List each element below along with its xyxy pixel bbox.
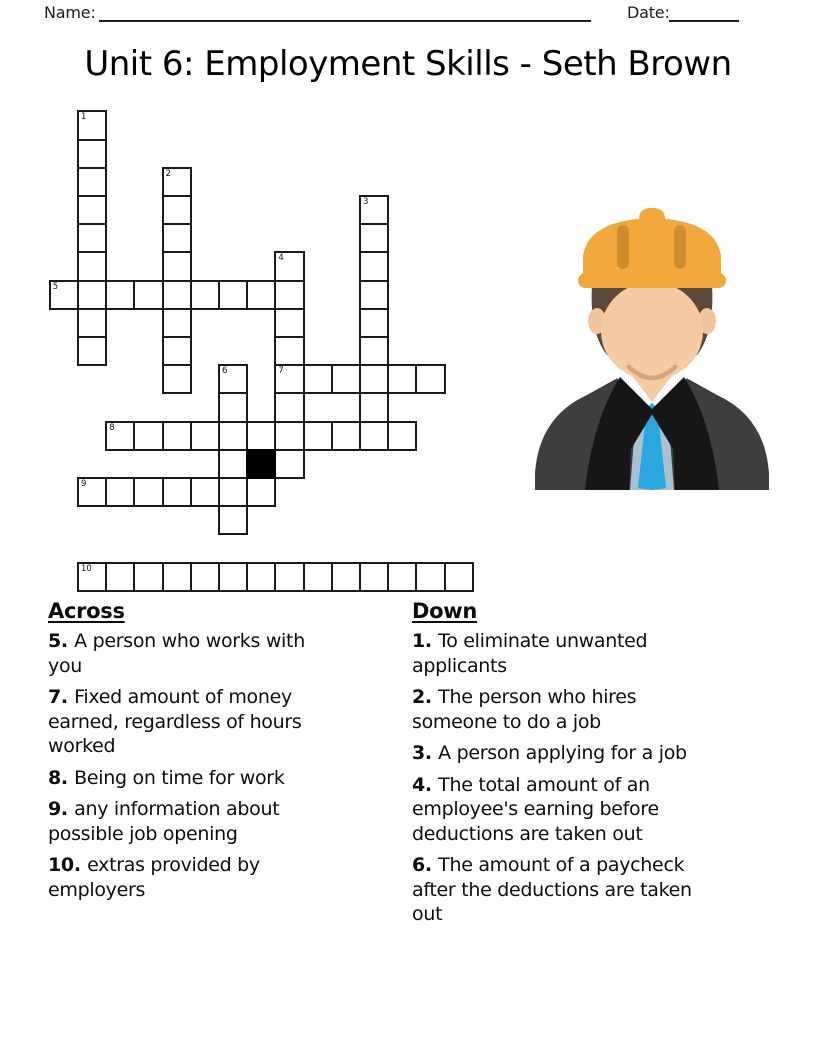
crossword-cell <box>331 562 361 592</box>
crossword-cell <box>274 280 304 310</box>
date-fill-in-line <box>669 3 739 22</box>
cell-number: 3 <box>363 197 369 207</box>
cell-number: 7 <box>278 366 284 377</box>
cell-number: 6 <box>222 366 228 377</box>
page-title: Unit 6: Employment Skills - Seth Brown <box>84 44 732 84</box>
crossword-cell <box>274 364 304 394</box>
cell-number: 9 <box>81 479 87 489</box>
crossword-cell <box>331 364 361 394</box>
crossword-cell <box>49 280 79 310</box>
crossword-cell <box>133 280 163 310</box>
crossword-cell <box>77 562 107 592</box>
crossword-cell <box>246 421 276 451</box>
cell-number: 8 <box>109 422 115 433</box>
crossword-cell <box>359 392 389 422</box>
crossword-cell <box>77 110 107 140</box>
crossword-cell <box>303 421 333 451</box>
crossword-cell <box>218 562 248 592</box>
clue-across-10: 10. extras provided by employers <box>48 854 260 901</box>
crossword-cell <box>162 223 192 253</box>
down-clues-list <box>412 629 712 927</box>
crossword-cell <box>162 421 192 451</box>
crossword-cell <box>77 477 107 507</box>
clue-number: 6. <box>412 854 439 876</box>
crossword-cell <box>190 562 220 592</box>
crossword-cell <box>218 364 248 394</box>
hard-hat-ridge-right <box>674 225 686 269</box>
cell-number: 5 <box>52 281 59 292</box>
crossword-cell <box>444 562 474 592</box>
crossword-cell <box>274 449 304 479</box>
crossword-cell <box>274 421 304 451</box>
crossword-cell <box>387 364 417 394</box>
crossword-cell <box>162 251 192 281</box>
crossword-cell <box>415 364 445 394</box>
crossword-cell <box>331 421 361 451</box>
crossword-cell <box>77 195 107 225</box>
crossword-cell <box>359 336 389 366</box>
crossword-cell <box>218 505 248 535</box>
across-clues-section <box>48 598 336 909</box>
crossword-cell <box>218 392 248 422</box>
crossword-cell <box>274 308 304 338</box>
crossword-cell <box>387 562 417 592</box>
down-header: Down <box>412 599 478 623</box>
crossword-cell <box>274 251 304 281</box>
name-fill-in-line <box>99 3 591 22</box>
clue-down-4: 4. The total amount of an employee's earning before deductions are taken out <box>412 773 659 845</box>
clue-across-7: 7. Fixed amount of money earned, regardless of hours worked <box>48 686 302 757</box>
crossword-cell <box>246 562 276 592</box>
hard-hat-brim <box>578 273 726 288</box>
crossword-cell <box>162 280 192 310</box>
crossword-black-cell <box>246 449 276 479</box>
clue-across-5: 5. A person who works with you <box>48 630 305 677</box>
clue-down-2: 2. The person who hires someone to do a job <box>412 686 637 733</box>
crossword-cell <box>77 251 107 281</box>
crossword-cell <box>218 477 248 507</box>
crossword-cell <box>359 562 389 592</box>
crossword-cell <box>133 421 163 451</box>
hard-hat-dome <box>583 218 721 277</box>
crossword-cell <box>303 562 333 592</box>
crossword-cell <box>162 562 192 592</box>
construction-worker-illustration <box>533 205 769 490</box>
clue-number: 9. <box>48 798 75 820</box>
clue-across-9: 9. any information about possible job opening <box>48 798 280 845</box>
crossword-cell <box>77 308 107 338</box>
crossword-cell <box>359 251 389 281</box>
crossword-cell <box>359 195 389 225</box>
crossword-cell <box>77 336 107 366</box>
across-header: Across <box>48 599 125 623</box>
crossword-cell <box>218 421 248 451</box>
across-clues-list <box>48 629 336 902</box>
crossword-cell <box>274 392 304 422</box>
crossword-cell <box>359 280 389 310</box>
crossword-cell <box>105 562 135 592</box>
crossword-cell <box>359 308 389 338</box>
crossword-cell <box>162 195 192 225</box>
crossword-cell <box>105 421 135 451</box>
crossword-cell <box>190 421 220 451</box>
clue-down-1: 1. To eliminate unwanted applicants <box>412 630 648 677</box>
crossword-cell <box>415 562 445 592</box>
clue-number: 8. <box>48 766 75 789</box>
down-clues-section <box>412 598 712 934</box>
clue-number: 5. <box>48 630 75 652</box>
date-label: Date: <box>627 3 670 22</box>
crossword-cell <box>359 421 389 451</box>
clue-down-3: 3. A person applying for a job <box>412 742 687 764</box>
name-label: Name: <box>44 3 96 22</box>
clue-number: 4. <box>412 773 439 796</box>
crossword-cell <box>133 477 163 507</box>
crossword-cell <box>303 364 333 394</box>
cell-number: 2 <box>165 168 172 179</box>
face <box>601 282 703 380</box>
clue-number: 10. <box>48 854 88 876</box>
crossword-cell <box>274 562 304 592</box>
crossword-cell <box>218 280 248 310</box>
clue-across-8: 8. Being on time for work <box>48 766 285 789</box>
crossword-cell <box>133 562 163 592</box>
crossword-cell <box>246 477 276 507</box>
crossword-cell <box>162 336 192 366</box>
crossword-cell <box>77 223 107 253</box>
clue-down-6: 6. The amount of a paycheck after the deductions are taken out <box>412 854 692 925</box>
crossword-cell <box>190 477 220 507</box>
crossword-cell <box>274 336 304 366</box>
crossword-cell <box>387 421 417 451</box>
crossword-cell <box>105 280 135 310</box>
cell-number: 1 <box>81 112 87 123</box>
crossword-cell <box>246 280 276 310</box>
crossword-cell <box>359 364 389 394</box>
cell-number: 10 <box>81 563 92 574</box>
crossword-cell <box>190 280 220 310</box>
crossword-cell <box>77 139 107 169</box>
clue-number: 7. <box>48 686 75 708</box>
clue-number: 1. <box>412 630 439 652</box>
crossword-cell <box>218 449 248 479</box>
clue-number: 2. <box>412 686 439 708</box>
crossword-cell <box>162 364 192 394</box>
crossword-cell <box>77 280 107 310</box>
clue-number: 3. <box>412 742 439 764</box>
crossword-cell <box>105 477 135 507</box>
hard-hat-ridge-left <box>617 225 629 269</box>
crossword-cell <box>162 308 192 338</box>
crossword-cell <box>359 223 389 253</box>
crossword-cell <box>162 167 192 197</box>
cell-number: 4 <box>278 253 284 264</box>
crossword-cell <box>162 477 192 507</box>
crossword-cell <box>77 167 107 197</box>
